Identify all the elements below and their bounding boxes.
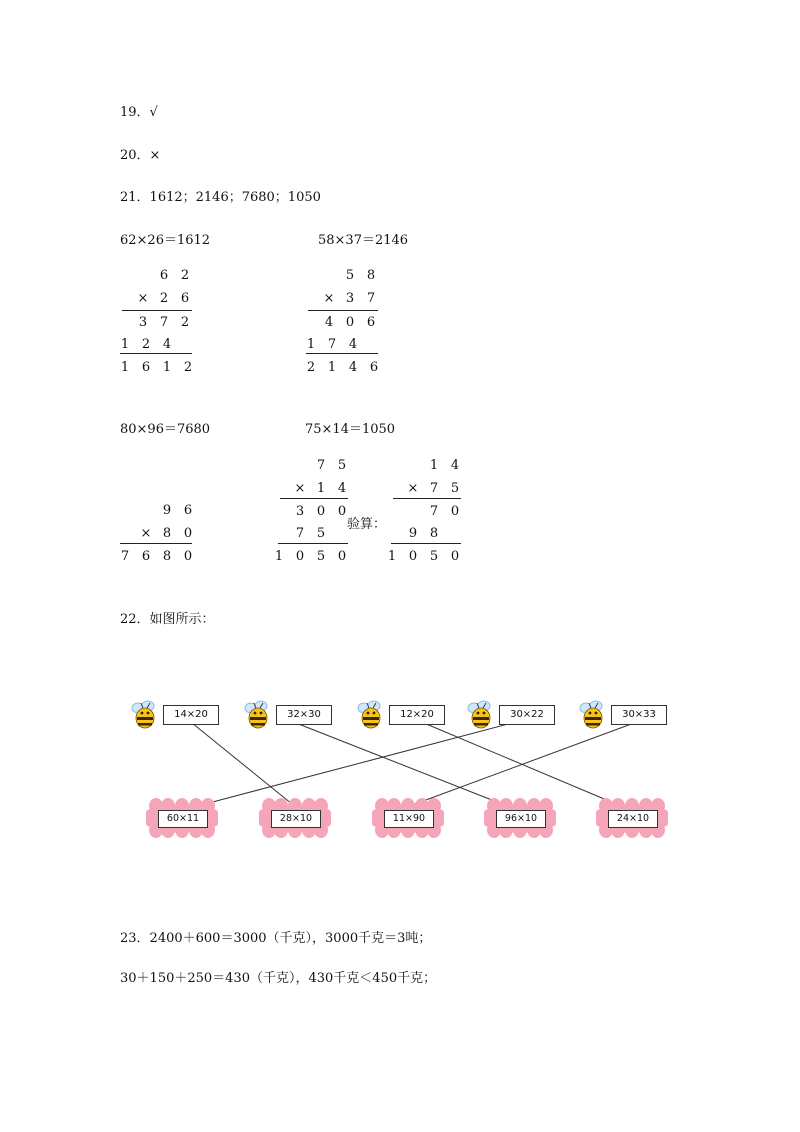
bee-expression-box: 32×30 (276, 705, 332, 725)
digit: 2 (141, 337, 151, 352)
flower-expression-box: 28×10 (271, 810, 321, 828)
answer-19: 19．√ (120, 105, 158, 120)
answer-20: 20．× (120, 148, 161, 163)
digit: 4 (348, 337, 358, 352)
digit: 6 (159, 268, 169, 283)
digit: 1 (120, 360, 130, 375)
equation-58x37: 58×37＝2146 (318, 233, 409, 248)
digit: 0 (337, 549, 347, 564)
bee-expression-box: 14×20 (163, 705, 219, 725)
digit: 8 (366, 268, 376, 283)
digit: 4 (450, 458, 460, 473)
flower-expression-box: 60×11 (158, 810, 208, 828)
answer-23-line1: 23．2400＋600＝3000（千克），3000千克＝3吨； (120, 931, 432, 946)
digit: 1 (316, 481, 326, 496)
digit: 4 (348, 360, 358, 375)
digit: 5 (429, 549, 439, 564)
equation-62x26: 62×26＝1612 (120, 233, 211, 248)
digit: 9 (408, 526, 418, 541)
answer-21: 21．1612；2146；7680；1050 (120, 190, 321, 205)
multiply-sign: × (140, 526, 152, 541)
digit: 8 (162, 549, 172, 564)
digit: 2 (159, 291, 169, 306)
bee-icon (578, 700, 606, 730)
digit: 1 (120, 337, 130, 352)
bee-expression-box: 30×33 (611, 705, 667, 725)
digit: 5 (450, 481, 460, 496)
digit: 0 (345, 315, 355, 330)
connection-line (296, 723, 502, 804)
digit: 0 (316, 504, 326, 519)
bee-icon (356, 700, 384, 730)
answer-22: 22．如图所示： (120, 612, 215, 627)
bee-expression-box: 30×22 (499, 705, 555, 725)
equation-75x14: 75×14＝1050 (305, 422, 396, 437)
digit: 6 (369, 360, 379, 375)
digit: 5 (337, 458, 347, 473)
digit: 4 (324, 315, 334, 330)
digit: 0 (337, 504, 347, 519)
digit: 7 (366, 291, 376, 306)
digit: 0 (183, 526, 193, 541)
answer-23-line2: 30＋150＋250＝430（千克），430千克＜450千克； (120, 971, 437, 986)
digit: 5 (316, 526, 326, 541)
digit: 2 (183, 360, 193, 375)
digit: 2 (180, 268, 190, 283)
digit: 1 (327, 360, 337, 375)
check-label: 验算： (347, 517, 387, 532)
flower-expression-box: 24×10 (608, 810, 658, 828)
digit: 0 (450, 504, 460, 519)
digit: 0 (450, 549, 460, 564)
multiply-sign: × (294, 481, 306, 496)
multiply-sign: × (137, 291, 149, 306)
digit: 6 (180, 291, 190, 306)
digit: 8 (162, 526, 172, 541)
digit: 0 (295, 549, 305, 564)
digit: 8 (429, 526, 439, 541)
digit: 6 (183, 503, 193, 518)
bee-expression-box: 12×20 (389, 705, 445, 725)
multiply-sign: × (323, 291, 335, 306)
digit: 0 (408, 549, 418, 564)
digit: 9 (162, 503, 172, 518)
digit: 3 (295, 504, 305, 519)
digit: 7 (295, 526, 305, 541)
digit: 6 (141, 549, 151, 564)
digit: 2 (180, 315, 190, 330)
digit: 1 (306, 337, 316, 352)
digit: 7 (159, 315, 169, 330)
digit: 3 (345, 291, 355, 306)
equation-80x96: 80×96＝7680 (120, 422, 211, 437)
digit: 1 (387, 549, 397, 564)
digit: 1 (274, 549, 284, 564)
digit: 0 (183, 549, 193, 564)
digit: 4 (162, 337, 172, 352)
digit: 7 (327, 337, 337, 352)
digit: 2 (306, 360, 316, 375)
connection-line (192, 723, 292, 804)
connection-line (424, 723, 616, 804)
bee-icon (243, 700, 271, 730)
flower-expression-box: 96×10 (496, 810, 546, 828)
digit: 6 (366, 315, 376, 330)
bee-icon (466, 700, 494, 730)
digit: 7 (316, 458, 326, 473)
digit: 1 (429, 458, 439, 473)
digit: 1 (162, 360, 172, 375)
flower-expression-box: 11×90 (384, 810, 434, 828)
digit: 6 (141, 360, 151, 375)
digit: 7 (429, 481, 439, 496)
digit: 4 (337, 481, 347, 496)
digit: 7 (429, 504, 439, 519)
connection-line (415, 723, 634, 804)
connection-line (205, 723, 512, 804)
bee-icon (130, 700, 158, 730)
digit: 5 (316, 549, 326, 564)
digit: 3 (138, 315, 148, 330)
multiply-sign: × (407, 481, 419, 496)
digit: 7 (120, 549, 130, 564)
digit: 5 (345, 268, 355, 283)
